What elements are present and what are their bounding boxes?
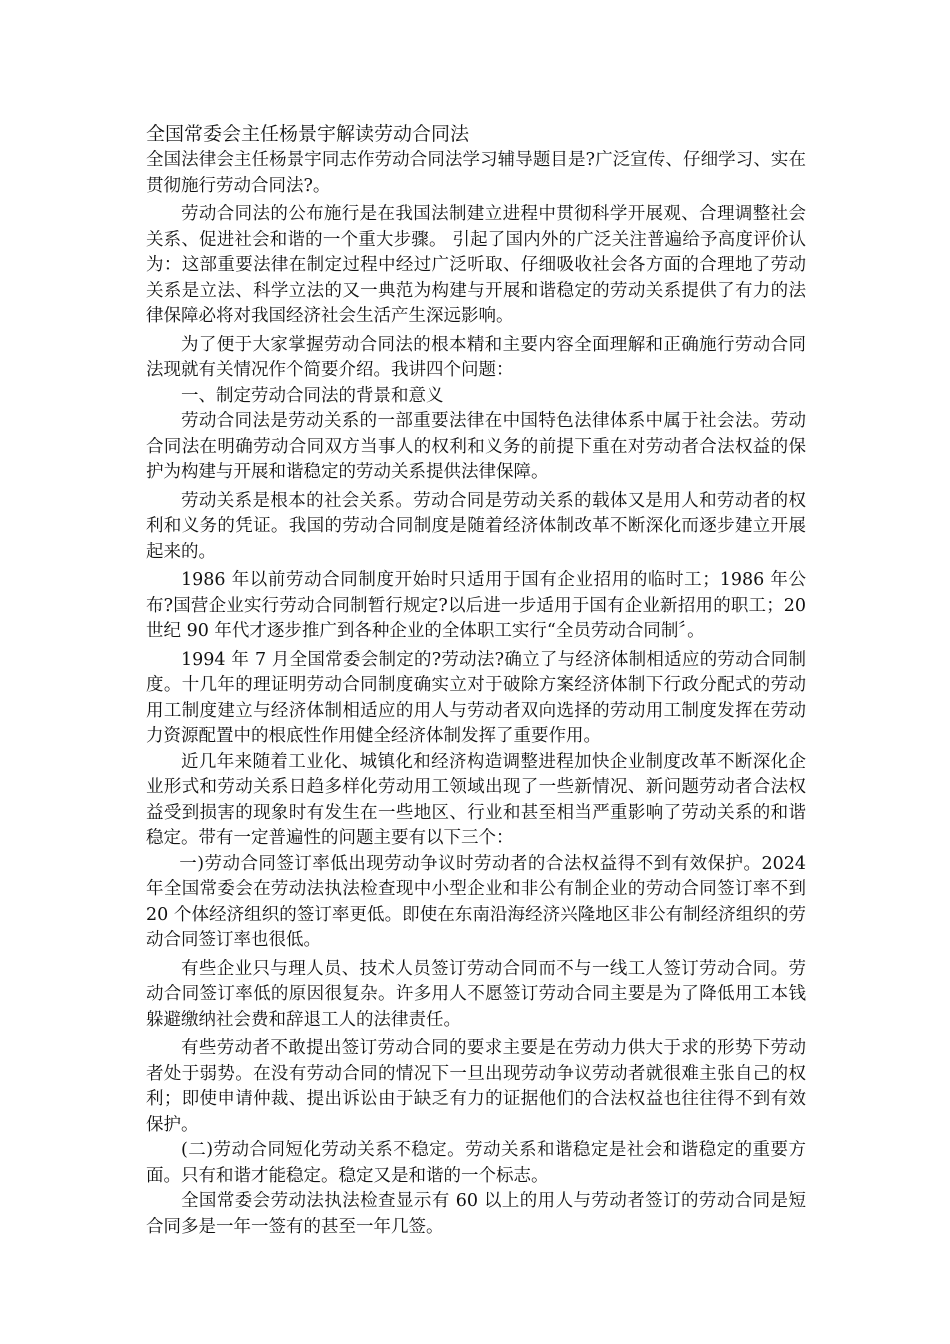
- document-title: 全国常委会主任杨景宇解读劳动合同法: [146, 123, 470, 145]
- body-paragraph: 近几年来随着工业化、城镇化和经济构造调整进程加快企业制度改革不断深化企业形式和劳动关系日趋多样化劳动用工领域出现了一些新情况、新问题劳动者合法权益受到损害的现象时有发生在一些地区、行业和甚至相当严重影响了劳动关系的和谐稳定。带有一定普遍性的问题主要有以下三个：: [146, 751, 806, 848]
- body-paragraph: 1994 年 7 月全国常委会制定的?劳动法?确立了与经济体制相适应的劳动合同制度。十几年的理证明劳动合同制度确实立对于破除方案经济体制下行政分配式的劳动用工制度建立与经济体制相适应的用人与劳动者双向选择的劳动用工制度发挥在劳动力资源配置中的根底性作用健全经济体制发挥了重要作用。: [146, 649, 806, 746]
- body-paragraph: 劳动合同法的公布施行是在我国法制建立进程中贯彻科学开展观、合理调整社会关系、促进社会和谐的一个重大步骤。 引起了国内外的广泛关注普遍给予高度评价认为：这部重要法律在制定过程中经过广泛听取、仔细吸收社会各方面的合理地了劳动关系是立法、科学立法的又一典范为构建与开展和谐稳定的劳动关系提供了有力的法律保障必将对我国经济社会生活产生深远影响。: [146, 204, 806, 326]
- body-paragraph: 有些企业只与理人员、技术人员签订劳动合同而不与一线工人签订劳动合同。劳动合同签订率低的原因很复杂。许多用人不愿签订劳动合同主要是为了降低用工本钱躲避缴纳社会费和辞退工人的法律责任。: [146, 958, 806, 1030]
- intro-paragraph: 全国法律会主任杨景宇同志作劳动合同法学习辅导题目是?广泛宣传、仔细学习、实在贯彻施行劳动合同法?。: [146, 150, 806, 196]
- body-paragraph: 为了便于大家掌握劳动合同法的根本精和主要内容全面理解和正确施行劳动合同法现就有关情况作个简要介绍。我讲四个问题：: [146, 334, 806, 380]
- body-paragraph: 1986 年以前劳动合同制度开始时只适用于国有企业招用的临时工；1986 年公布?国营企业实行劳动合同制暂行规定?以后进一步适用于国有企业新招用的职工；20 世纪 90 年代才逐步推广到各种企业的全体职工实行“全员劳动合同制〞。: [146, 570, 806, 641]
- document-page: [146, 120, 806, 1240]
- body-paragraph: 全国常委会劳动法执法检查显示有 60 以上的用人与劳动者签订的劳动合同是短合同多是一年一签有的甚至一年几签。: [146, 1191, 806, 1237]
- body-paragraph: 一)劳动合同签订率低出现劳动争议时劳动者的合法权益得不到有效保护。2024 年全国常委会在劳动法执法检查现中小型企业和非公有制企业的劳动合同签订率不到 20 个体经济组织的签订率更低。即使在东南沿海经济兴隆地区非公有制经济组织的劳动合同签订率也很低。: [146, 853, 806, 950]
- body-paragraph: (二)劳动合同短化劳动关系不稳定。劳动关系和谐稳定是社会和谐稳定的重要方面。只有和谐才能稳定。稳定又是和谐的一个标志。: [146, 1140, 806, 1186]
- body-paragraph: 有些劳动者不敢提出签订劳动合同的要求主要是在劳动力供大于求的形势下劳动者处于弱势。在没有劳动合同的情况下一旦出现劳动争议劳动者就很难主张自己的权利；即使申请仲裁、提出诉讼由于缺乏有力的证据他们的合法权益也往往得不到有效保护。: [146, 1038, 806, 1135]
- section-heading: 一、制定劳动合同法的背景和意义: [181, 385, 444, 406]
- body-paragraph: 劳动关系是根本的社会关系。劳动合同是劳动关系的载体又是用人和劳动者的权利和义务的凭证。我国的劳动合同制度是随着经济体制改革不断深化而逐步建立开展起来的。: [146, 490, 806, 562]
- body-paragraph: 劳动合同法是劳动关系的一部重要法律在中国特色法律体系中属于社会法。劳动合同法在明确劳动合同双方当事人的权利和义务的前提下重在对劳动者合法权益的保护为构建与开展和谐稳定的劳动关系提供法律保障。: [146, 411, 806, 482]
